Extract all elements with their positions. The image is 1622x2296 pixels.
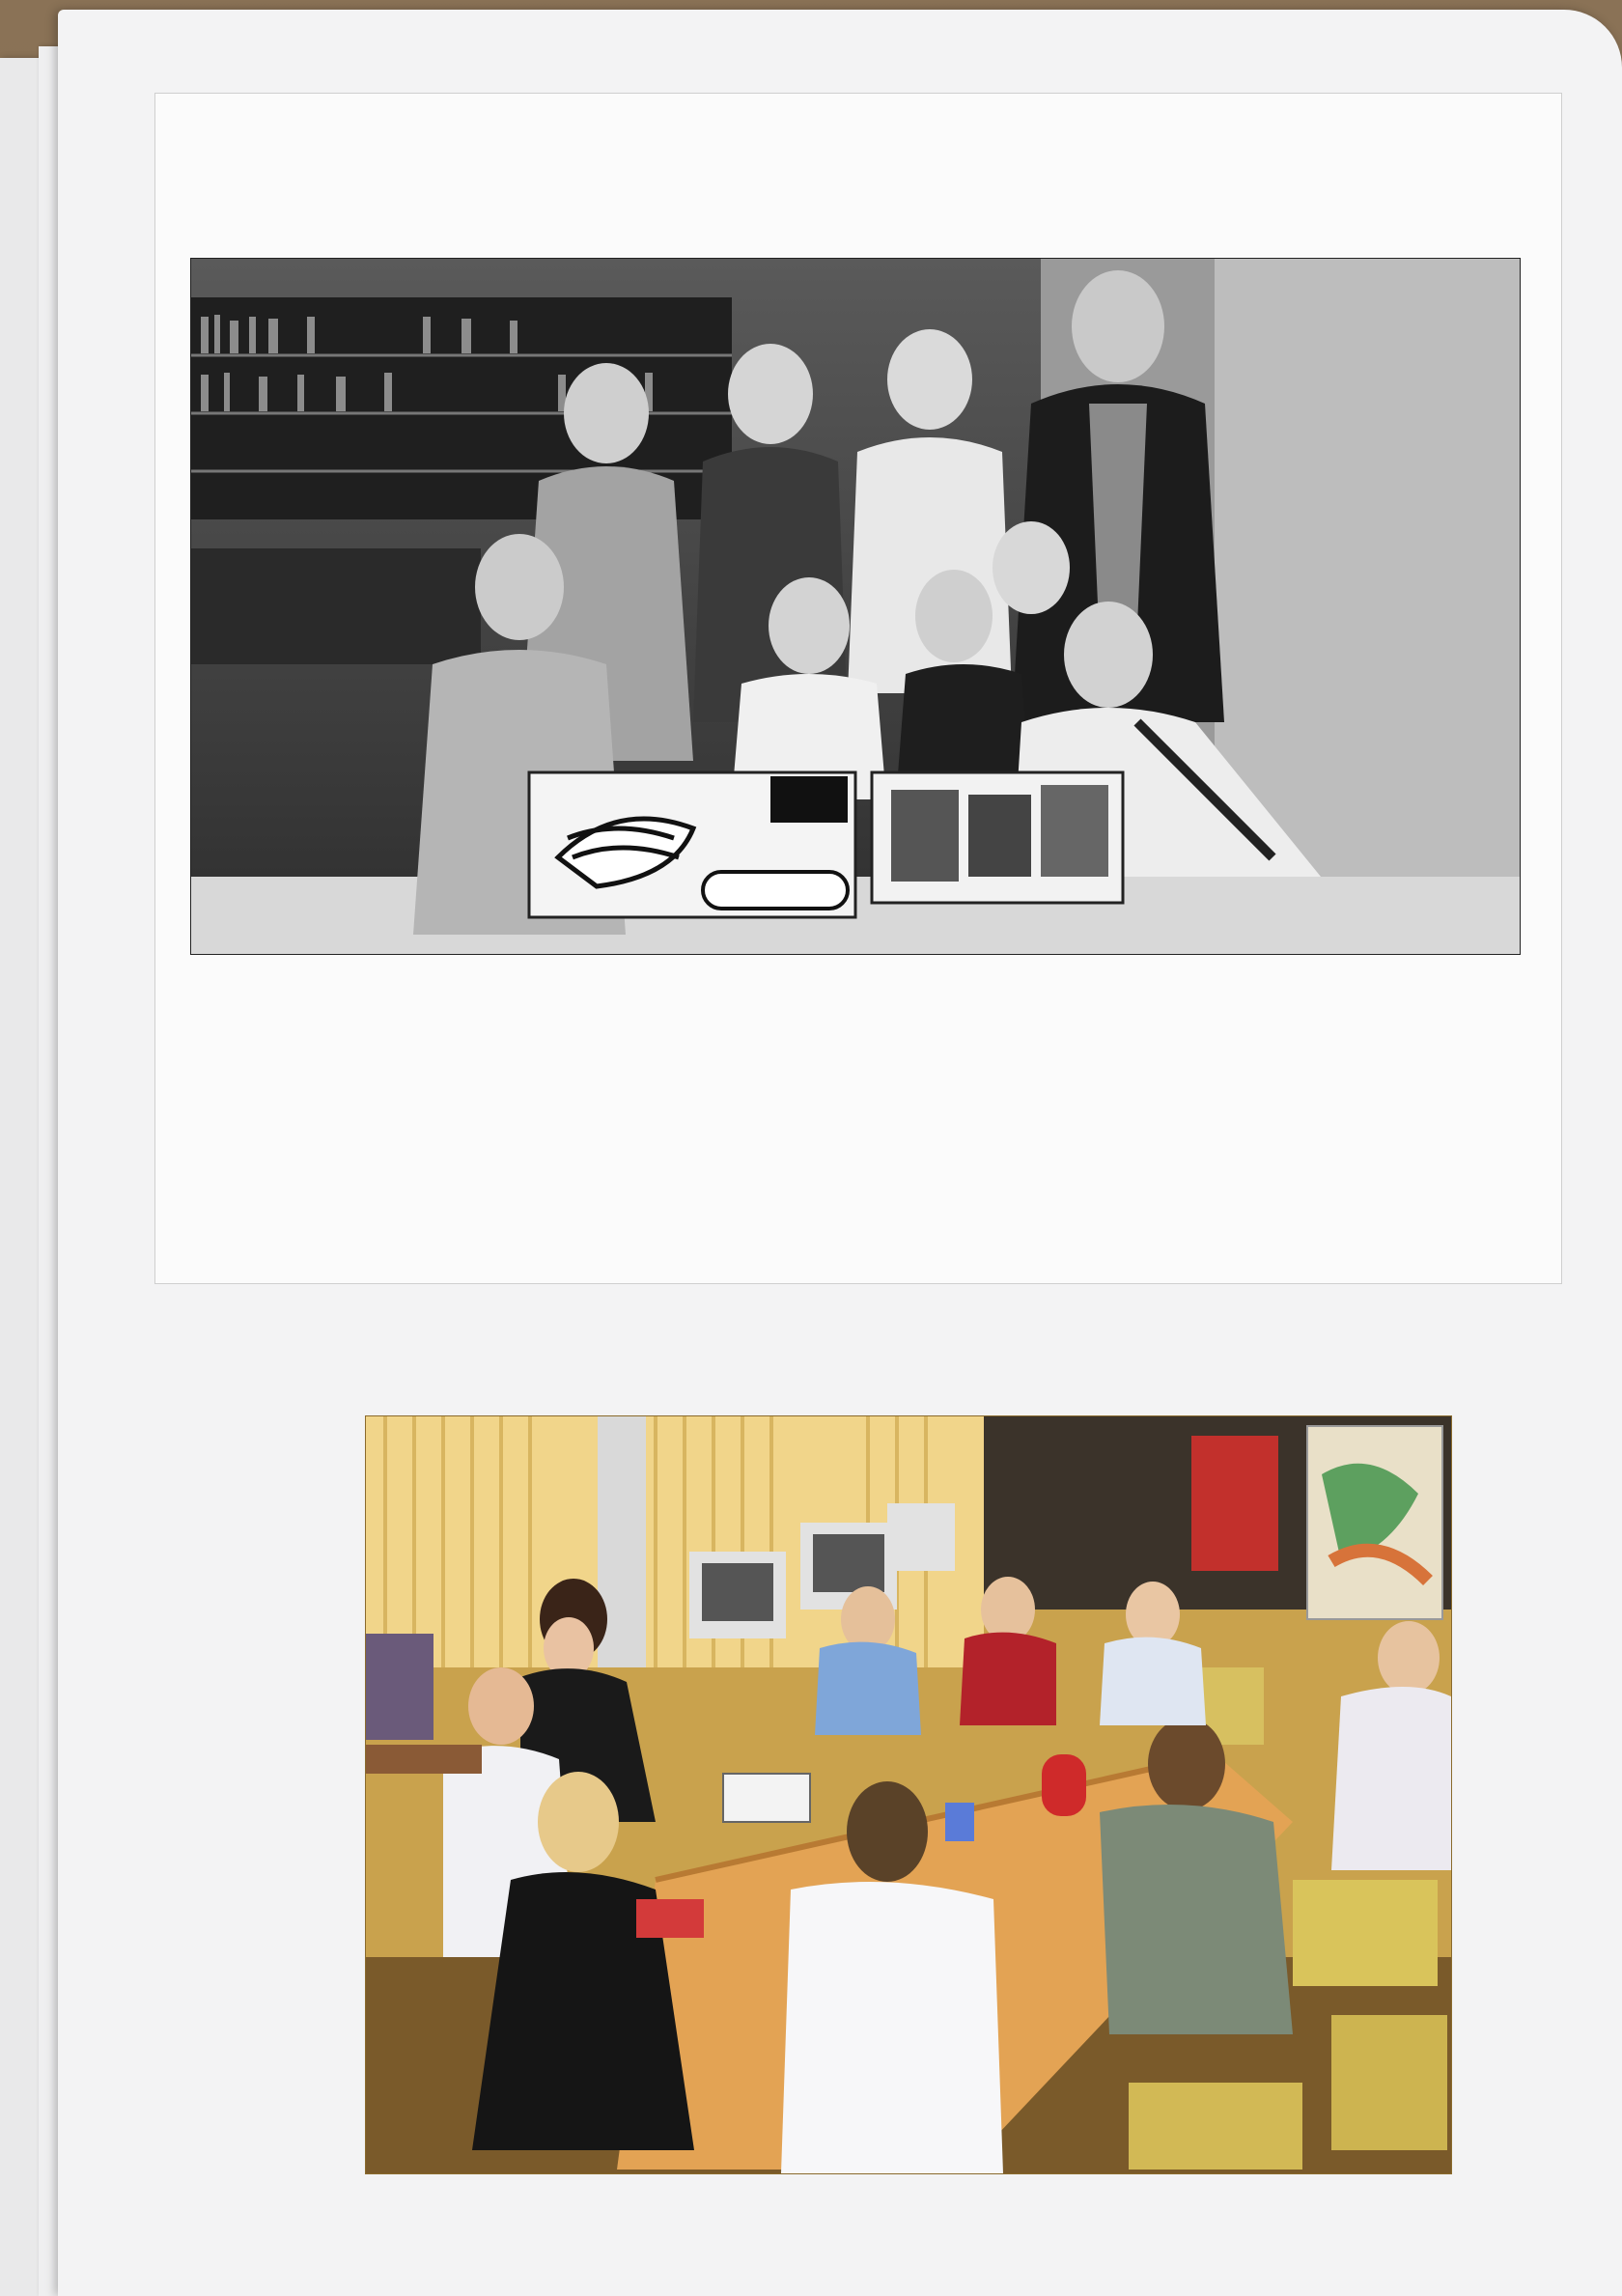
- color-photo: [365, 1415, 1452, 2174]
- newspaper-clipping: [154, 93, 1562, 1284]
- article-photo: [190, 258, 1521, 955]
- children-library-photo: [191, 259, 1520, 954]
- library-activity-photo: [366, 1416, 1451, 2173]
